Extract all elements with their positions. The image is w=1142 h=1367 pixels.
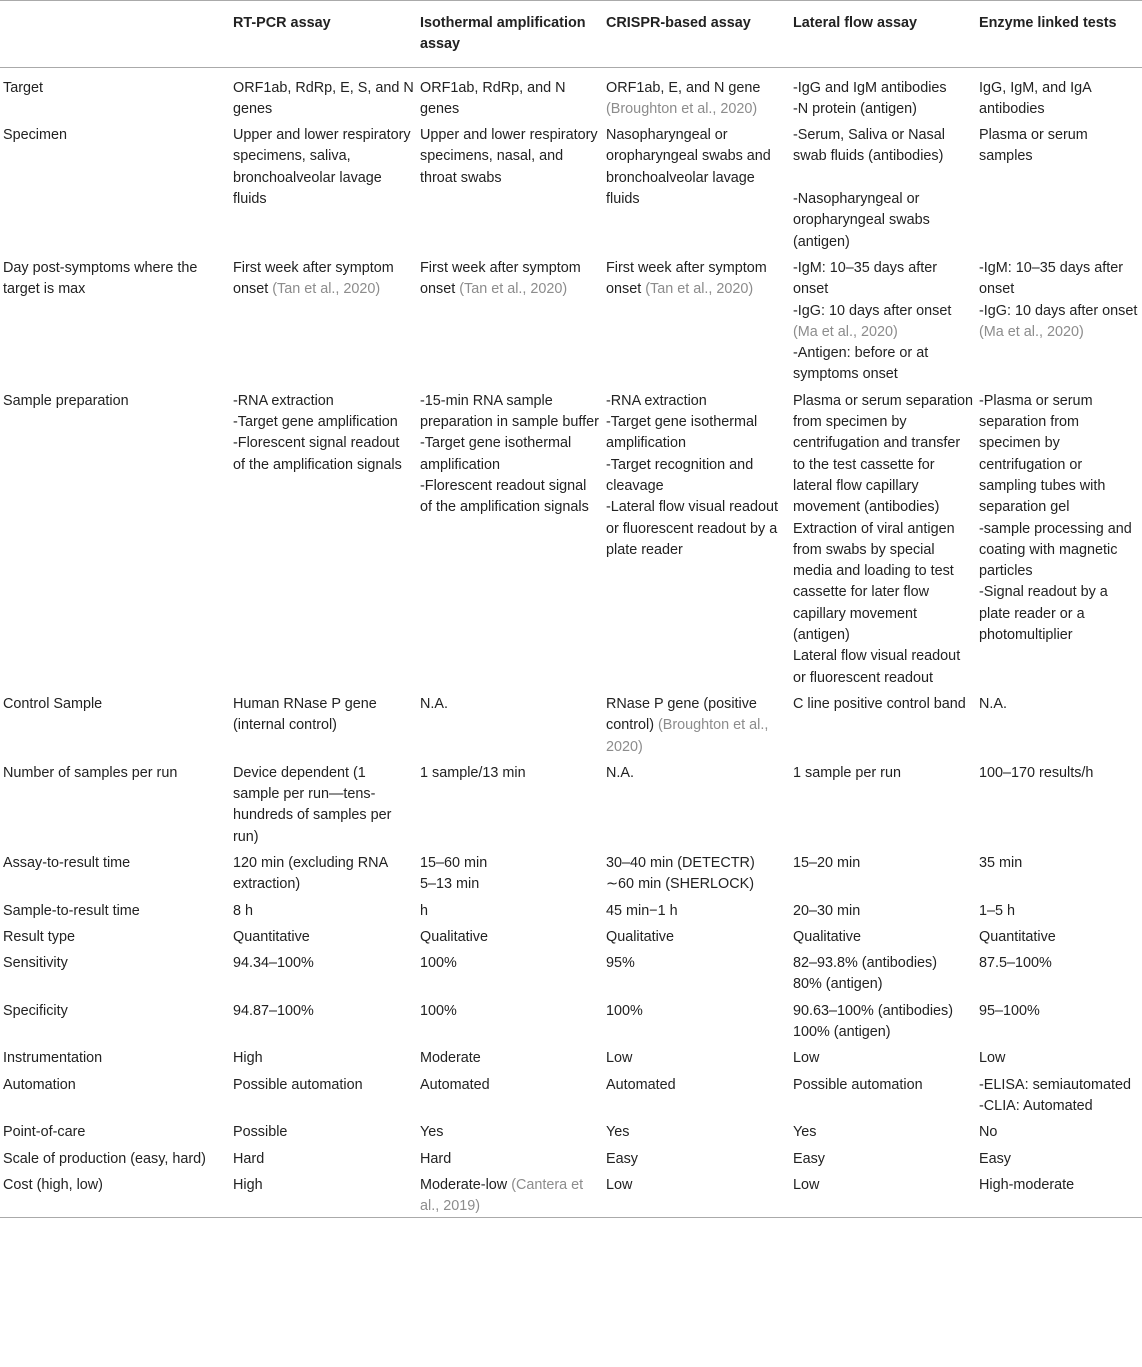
cell-text: Possible automation (793, 1076, 923, 1093)
cell-text: Yes (420, 1124, 444, 1141)
table-cell-isothermal (417, 763, 603, 853)
table-row (0, 1175, 1142, 1218)
cell-text: 1 sample per run (793, 764, 901, 781)
cell-text: Automated (606, 1076, 676, 1093)
cell-text: -IgG and IgM antibodies (793, 79, 947, 96)
table-cell-isothermal (417, 1149, 603, 1175)
cell-text: h (420, 902, 429, 919)
table-cell-isothermal (417, 67, 603, 125)
table-cell-isothermal (417, 953, 603, 1001)
cell-text: 1–5 h (979, 902, 1016, 919)
table-row (0, 1048, 1142, 1074)
table-row (0, 125, 1142, 258)
table-row (0, 901, 1142, 927)
table-cell-enzyme-linked (976, 1075, 1142, 1123)
cell-text (793, 168, 974, 189)
row-label: Cost (high, low) (0, 1175, 230, 1218)
table-cell-rt-pcr (230, 258, 417, 391)
table-cell-lateral-flow (790, 853, 976, 901)
table-cell-enzyme-linked (976, 67, 1142, 125)
table-cell-rt-pcr (230, 953, 417, 1001)
table-cell-enzyme-linked (976, 1122, 1142, 1148)
table-cell-lateral-flow (790, 953, 976, 1001)
table-cell-enzyme-linked (976, 125, 1142, 258)
table-cell-crispr (603, 1048, 790, 1074)
cell-text: 35 min (979, 854, 1023, 871)
row-label: Assay-to-result time (3, 854, 131, 871)
table-cell-crispr (603, 1001, 790, 1049)
cell-text: -ELISA: semiautomated (979, 1076, 1131, 1093)
table-row (0, 953, 1142, 1001)
cell-text: -sample processing and coating with magnetic particles (979, 520, 1132, 580)
cell-text: High (233, 1176, 263, 1193)
table-cell-crispr (603, 67, 790, 125)
cell-text: -Nasopharyngeal or oropharyngeal swabs (antigen) (793, 191, 930, 250)
cell-text: -Target recognition and cleavage (606, 456, 754, 494)
citation: (Broughton et al., 2020) (606, 717, 769, 755)
cell-text: N.A. (979, 695, 1007, 712)
table-row (0, 694, 1142, 763)
table-row (0, 1122, 1142, 1148)
table-cell-crispr (603, 901, 790, 927)
header-cell-rt-pcr: RT-PCR assay (230, 1, 417, 68)
cell-text: No (979, 1124, 998, 1141)
row-label: Specificity (3, 1002, 68, 1019)
table-cell-lateral-flow (790, 1048, 976, 1074)
cell-text: RNase P gene (positive control) (606, 695, 757, 734)
cell-text: -Plasma or serum separation from specimen by centrifugation or sampling tubes with separation gel (979, 392, 1106, 516)
table-cell-crispr (603, 391, 790, 694)
table-body (0, 67, 1142, 1218)
cell-text: 90.63–100% (antibodies) (793, 1002, 954, 1019)
row-label: Instrumentation (3, 1050, 103, 1067)
table-cell-rt-pcr (230, 901, 417, 927)
table-cell-rt-pcr (230, 694, 417, 763)
cell-text: First week after symptom onset (606, 259, 767, 298)
cell-text: -Florescent readout signal of the amplification signals (420, 477, 589, 516)
table-cell-crispr (603, 853, 790, 901)
cell-text: Lateral flow visual readout or fluorescent readout (793, 648, 961, 686)
cell-text: -IgM: 10–35 days after onset (979, 259, 1123, 298)
table-cell-lateral-flow (790, 927, 976, 953)
cell-text: N.A. (420, 695, 448, 712)
cell-text: Yes (793, 1124, 817, 1141)
table-cell-lateral-flow (790, 763, 976, 853)
table-cell-rt-pcr (230, 1149, 417, 1175)
cell-text: Qualitative (420, 928, 488, 945)
table-cell-lateral-flow (790, 1001, 976, 1049)
cell-text: Automated (420, 1076, 490, 1093)
table-cell-enzyme-linked (976, 1149, 1142, 1175)
table-cell-rt-pcr (230, 1048, 417, 1074)
table-cell-lateral-flow (790, 391, 976, 694)
row-label: Automation (3, 1076, 76, 1093)
table-row (0, 853, 1142, 901)
table-cell-isothermal (417, 1122, 603, 1148)
table-cell-enzyme-linked (976, 927, 1142, 953)
cell-text: 95–100% (979, 1002, 1040, 1019)
table-header (0, 1, 1142, 68)
cell-text: 15–20 min (793, 854, 861, 871)
table-row (0, 258, 1142, 391)
cell-text: -IgG: 10 days after onset (979, 302, 1138, 319)
table-cell-lateral-flow (790, 694, 976, 763)
table-cell-enzyme-linked (976, 763, 1142, 853)
cell-text: Extraction of viral antigen from swabs by special media and loading to test cassette for later flow capillary movement (antigen) (793, 520, 955, 644)
row-label: Scale of production (easy, hard) (3, 1150, 206, 1167)
cell-text: Quantitative (979, 928, 1056, 945)
cell-text: Yes (606, 1124, 630, 1141)
cell-text: High (233, 1050, 263, 1067)
table-cell-crispr (603, 125, 790, 258)
cell-text: Quantitative (233, 928, 310, 945)
cell-text: -CLIA: Automated (979, 1097, 1093, 1114)
header-cell-lateral-flow: Lateral flow assay (790, 1, 976, 68)
cell-text: 8 h (233, 902, 254, 919)
cell-text: Easy (793, 1150, 825, 1167)
cell-text: 94.34–100% (233, 955, 314, 972)
table-cell-rt-pcr (230, 125, 417, 258)
cell-text: Low (606, 1176, 633, 1193)
cell-text: 94.87–100% (233, 1002, 314, 1019)
table-cell-crispr (603, 694, 790, 763)
cell-text: Device dependent (1 sample per run—tens-hundreds of samples per run) (233, 764, 392, 845)
cell-text: C line positive control band (793, 695, 966, 712)
row-label: Result type (3, 928, 75, 945)
table-row (0, 67, 1142, 125)
table-cell-lateral-flow (790, 125, 976, 258)
cell-text: IgG, IgM, and IgA antibodies (979, 79, 1091, 117)
cell-text: 80% (antigen) (793, 976, 883, 993)
table-cell-isothermal (417, 1175, 603, 1218)
table-cell-enzyme-linked (976, 953, 1142, 1001)
cell-text: -IgM: 10–35 days after onset (793, 259, 937, 298)
cell-text: Qualitative (606, 928, 674, 945)
table-cell-rt-pcr (230, 1075, 417, 1123)
table-cell-crispr (603, 953, 790, 1001)
header-cell-enzyme-linked: Enzyme linked tests (976, 1, 1142, 68)
cell-text: N.A. (606, 764, 634, 781)
header-cell-isothermal: Isothermal amplification assay (417, 1, 603, 68)
table-row (0, 1001, 1142, 1049)
table-cell-rt-pcr (230, 1001, 417, 1049)
table-cell-lateral-flow (790, 1075, 976, 1123)
table-cell-rt-pcr (230, 853, 417, 901)
cell-text: -Serum, Saliva or Nasal swab fluids (antibodies) (793, 127, 945, 165)
table-cell-lateral-flow (790, 901, 976, 927)
table-cell-isothermal (417, 1075, 603, 1123)
table-cell-enzyme-linked (976, 1048, 1142, 1074)
cell-text: -Signal readout by a plate reader or a photomultiplier (979, 584, 1108, 644)
cell-text: -Antigen: before or at symptoms onset (793, 345, 929, 383)
cell-text: 45 min−1 h (606, 902, 678, 919)
cell-text: Possible automation (233, 1076, 363, 1093)
cell-text: High-moderate (979, 1176, 1075, 1193)
cell-text: 1 sample/13 min (420, 764, 526, 781)
cell-text: 100% (420, 1002, 457, 1019)
table-cell-rt-pcr (230, 1122, 417, 1148)
cell-text: 15–60 min (420, 854, 488, 871)
citation: (Tan et al., 2020) (459, 281, 568, 298)
row-label: Number of samples per run (3, 764, 178, 781)
cell-text: Low (793, 1050, 820, 1067)
table-cell-isothermal (417, 901, 603, 927)
cell-text: First week after symptom onset (233, 259, 394, 298)
table-cell-rt-pcr (230, 763, 417, 853)
citation: (Tan et al., 2020) (645, 281, 754, 298)
table-cell-isothermal (417, 1001, 603, 1049)
cell-text: Upper and lower respiratory specimens, saliva, bronchoalveolar lavage fluids (233, 127, 411, 208)
table-cell-lateral-flow (790, 1175, 976, 1218)
table-row (0, 1075, 1142, 1123)
cell-text: Easy (979, 1150, 1011, 1167)
cell-text: Plasma or serum separation from specimen by centrifugation and transfer to the test cassette for lateral flow capillary movement (antibodies) (793, 392, 973, 516)
cell-text: 30–40 min (DETECTR) (606, 854, 755, 871)
cell-text: Qualitative (793, 928, 861, 945)
row-label: Target (3, 79, 43, 96)
table-cell-lateral-flow (790, 1149, 976, 1175)
cell-text: ORF1ab, E, and N gene (606, 79, 761, 96)
table-row (0, 927, 1142, 953)
table-cell-lateral-flow (790, 1122, 976, 1148)
table-cell-isothermal (417, 927, 603, 953)
cell-text: Easy (606, 1150, 638, 1167)
cell-text: -15-min RNA sample preparation in sample buffer (420, 392, 599, 431)
row-label: Sample-to-result time (3, 902, 140, 919)
cell-text: ∼60 min (SHERLOCK) (606, 876, 755, 893)
table-cell-crispr (603, 258, 790, 391)
row-label: Sample preparation (3, 392, 129, 409)
cell-text: Upper and lower respiratory specimens, nasal, and throat swabs (420, 127, 598, 186)
table-cell-isothermal (417, 853, 603, 901)
cell-text: -Target gene amplification (233, 414, 398, 431)
cell-text: Hard (233, 1150, 265, 1167)
table-cell-enzyme-linked (976, 391, 1142, 694)
table-cell-crispr (603, 927, 790, 953)
table-cell-enzyme-linked (976, 1175, 1142, 1218)
cell-text: 100% (antigen) (793, 1024, 891, 1041)
cell-text: Plasma or serum samples (979, 127, 1088, 165)
cell-text: 100–170 results/h (979, 764, 1094, 781)
table-cell-isothermal (417, 258, 603, 391)
table-cell-rt-pcr (230, 1175, 417, 1218)
table-row (0, 763, 1142, 853)
cell-text: 20–30 min (793, 902, 861, 919)
table-cell-crispr (603, 763, 790, 853)
table-cell-rt-pcr (230, 67, 417, 125)
table-row (0, 391, 1142, 694)
cell-text: 100% (420, 955, 457, 972)
cell-text: Possible (233, 1124, 288, 1141)
cell-text: Low (793, 1176, 820, 1193)
table-cell-isothermal (417, 125, 603, 258)
table-cell-isothermal (417, 1048, 603, 1074)
table-cell-isothermal (417, 694, 603, 763)
cell-text: Moderate (420, 1050, 481, 1067)
table-cell-lateral-flow (790, 258, 976, 391)
cell-text: 95% (606, 955, 635, 972)
citation: (Broughton et al., 2020) (606, 100, 758, 117)
cell-text: 120 min (excluding RNA extraction) (233, 854, 388, 893)
table-cell-enzyme-linked (976, 901, 1142, 927)
row-label: Day post-symptoms where the target is max (3, 259, 198, 298)
cell-text: Nasopharyngeal or oropharyngeal swabs and bronchoalveolar lavage fluids (606, 127, 771, 208)
row-label: Control Sample (3, 695, 103, 712)
cell-text: -RNA extraction (233, 392, 334, 409)
cell-text: -IgG: 10 days after onset (793, 302, 952, 319)
cell-text: Moderate-low (420, 1176, 512, 1193)
table-cell-lateral-flow (790, 67, 976, 125)
citation: (Ma et al., 2020) (793, 323, 898, 340)
table-cell-rt-pcr (230, 391, 417, 694)
cell-text: 87.5–100% (979, 955, 1052, 972)
cell-text: Hard (420, 1150, 452, 1167)
table-cell-crispr (603, 1175, 790, 1218)
table-cell-enzyme-linked (976, 258, 1142, 391)
table-cell-enzyme-linked (976, 853, 1142, 901)
header-row (0, 1, 1142, 68)
cell-text: -Florescent signal readout of the amplification signals (233, 435, 402, 473)
citation: (Ma et al., 2020) (979, 323, 1084, 340)
cell-text: 5–13 min (420, 876, 480, 893)
table-cell-crispr (603, 1149, 790, 1175)
header-cell-corner (0, 1, 230, 68)
table-cell-crispr (603, 1075, 790, 1123)
table-cell-enzyme-linked (976, 1001, 1142, 1049)
row-label: Specimen (3, 127, 67, 144)
cell-text: First week after symptom onset (420, 259, 581, 298)
table-cell-isothermal (417, 391, 603, 694)
table-cell-crispr (603, 1122, 790, 1148)
cell-text: ORF1ab, RdRp, and N genes (420, 79, 566, 117)
citation: (Tan et al., 2020) (272, 281, 381, 298)
cell-text: 100% (606, 1002, 643, 1019)
cell-text: -Lateral flow visual readout or fluorescent readout by a plate reader (606, 499, 778, 558)
cell-text: Low (606, 1050, 633, 1067)
table-row (0, 1149, 1142, 1175)
table-cell-rt-pcr (230, 927, 417, 953)
cell-text: -RNA extraction (606, 392, 707, 409)
row-label: Sensitivity (3, 955, 68, 972)
cell-text: ORF1ab, RdRp, E, S, and N genes (233, 79, 414, 117)
cell-text: -Target gene isothermal amplification (606, 414, 758, 452)
cell-text: -N protein (antigen) (793, 100, 917, 117)
row-label: Point-of-care (3, 1124, 86, 1141)
cell-text: Human RNase P gene (internal control) (233, 695, 377, 734)
cell-text: 82–93.8% (antibodies) (793, 955, 938, 972)
cell-text: Low (979, 1050, 1006, 1067)
table-cell-enzyme-linked (976, 694, 1142, 763)
cell-text: -Target gene isothermal amplification (420, 435, 572, 473)
citation: (Cantera et al., 2019) (420, 1176, 584, 1215)
header-cell-crispr: CRISPR-based assay (603, 1, 790, 68)
